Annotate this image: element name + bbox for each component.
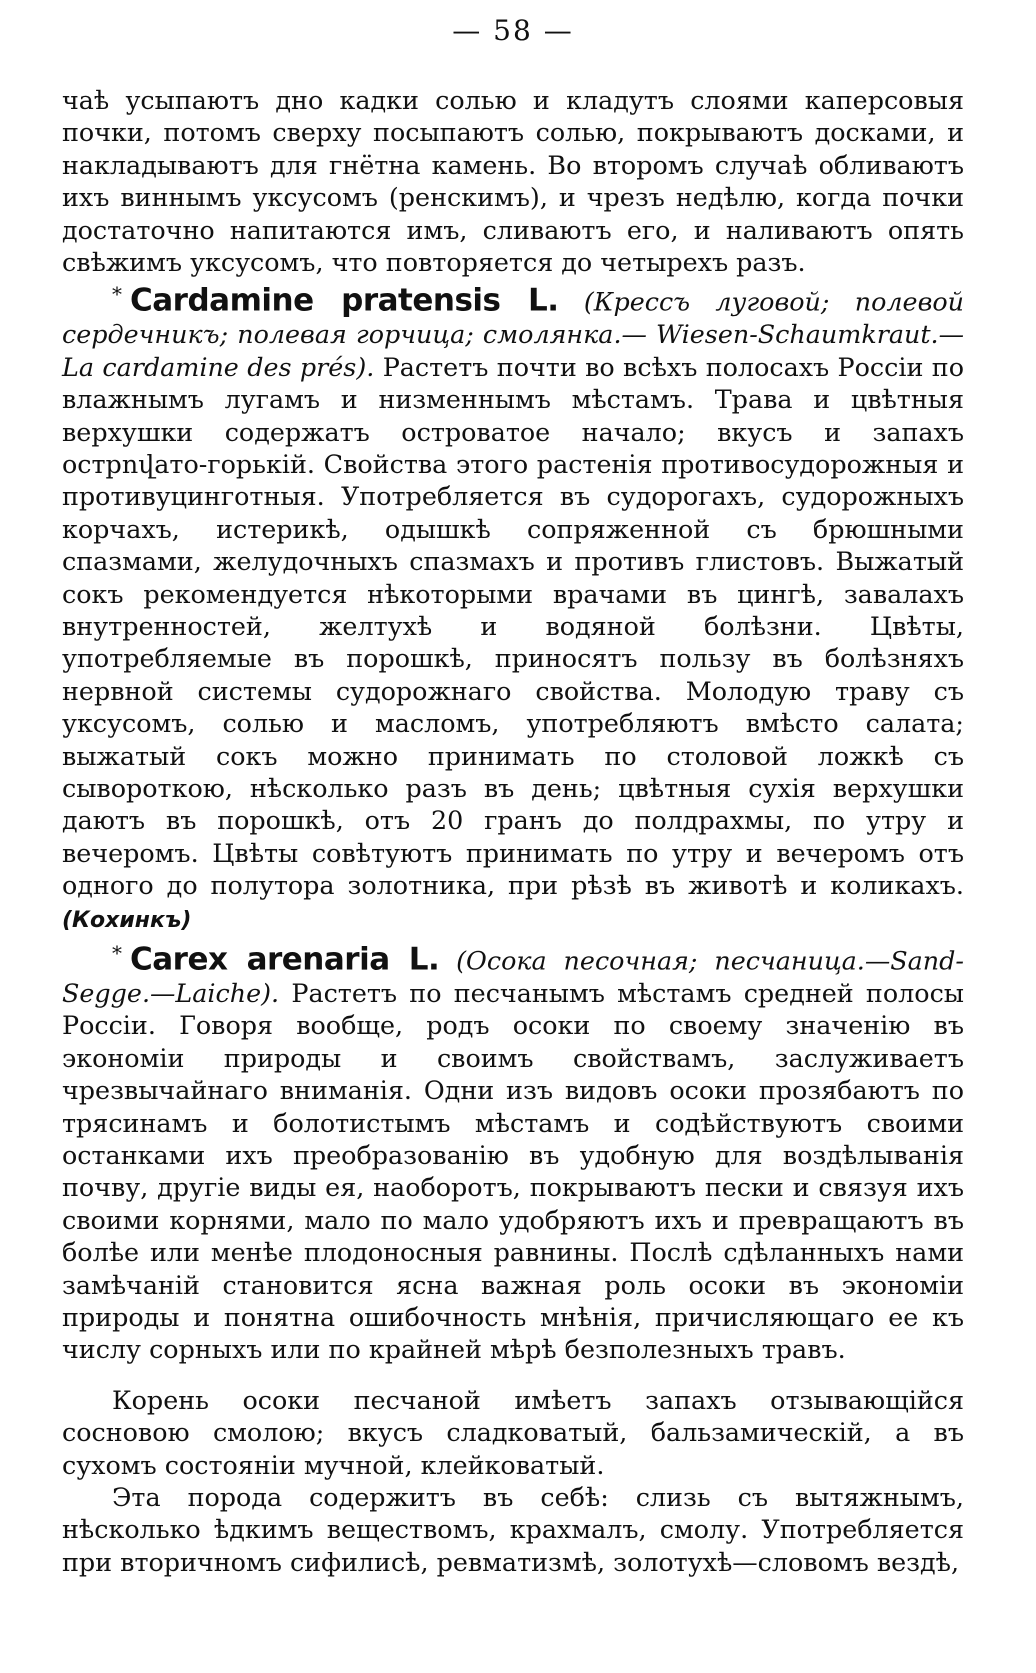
page-number: — 58 —: [452, 14, 574, 47]
star-mark: *: [112, 282, 122, 307]
paragraph-composition: Эта порода содержитъ въ себѣ: слизь съ вытяжнымъ, нѣсколько ѣдкимъ веществомъ, крахмалъ, смолу. Употребляется при вторичномъ сифилисѣ, ревматизмѣ, золотухѣ—словомъ вездѣ,: [62, 1482, 964, 1577]
paragraph-root: Корень осоки песчаной имѣетъ запахъ отзывающійся сосновою смолою; вкусъ сладковатый, бальзамическій, а въ сухомъ состояніи мучной, клейковатый.: [62, 1384, 964, 1480]
star-mark: *: [112, 941, 122, 966]
paragraph-capers: чаѣ усыпаютъ дно кадки солью и кладутъ слоями каперсовыя почки, потомъ сверху посыпаютъ солью, покрываютъ досками, и накладываютъ для гнётна камень. Во второмъ случаѣ обливаютъ ихъ виннымъ уксусомъ (ренскимъ), и чрезъ недѣлю, когда почки достаточно напитаются имъ, сливаютъ его, и наливаютъ опять свѣжимъ уксусомъ, что повторяется до четырехъ разъ.: [62, 85, 964, 278]
entry-body-cardamine: Растетъ почти во всѣхъ полосахъ Россіи по влажнымъ лугамъ и низменнымъ мѣстамъ. Трава и цвѣтныя верхушки содержатъ островатое начало; вкусъ и запахъ острովато-горькій. Свойства этого растенія противосудорожныя и противуцинготныя. Употребляется въ судорогахъ, судорожныхъ корчахъ, истерикѣ, одышкѣ сопряженной съ брюшными спазмами, желудочныхъ спазмахъ и противъ глистовъ. Выжатый сокъ рекомендуется нѣкоторыми врачами въ цингѣ, завалахъ внутренностей, желтухѣ и водяной болѣзни. Цвѣты, употребляемые въ порошкѣ, приносятъ пользу въ болѣзняхъ нервной системы судорожнаго свойства. Молодую траву съ уксусомъ, солью и масломъ, употребляютъ вмѣсто салата; выжатый сокъ можно принимать по столовой ложкѣ съ сывороткою, нѣсколько разъ въ день; цвѣтныя сухія верхушки даютъ въ порошкѣ, отъ 20 гранъ до полдрахмы, по утру и вечеромъ. Цвѣты совѣтуютъ принимать по утру и вечеромъ отъ одного до полутора золотника, при рѣзѣ въ животѣ и коликахъ.: [62, 351, 964, 901]
entry-title-carex: Carex arenaria L.: [130, 941, 440, 978]
entry-synonyms-cardamine: (Крессъ луговой; полевой сердечникъ; полевая горчица; смолянка.— Wiesen-Schaumkraut.—La cardamine des prés).: [62, 286, 965, 382]
entry-title-cardamine: Cardamine pratensis L.: [130, 282, 559, 319]
entry-carex: [62, 937, 964, 1366]
entry-body-carex: Растетъ по песчанымъ мѣстамъ средней полосы Россіи. Говоря вообще, родъ осоки по своему значенію въ экономіи природы и своимъ свойствамъ, заслуживаетъ чрезвычайнаго вниманія. Одни изъ видовъ осоки прозябаютъ по трясинамъ и болотистымъ мѣстамъ и содѣйствуютъ своими останками ихъ преобразованію въ удобную для воздѣлыванія почву, другіе виды ея, наоборотъ, покрываютъ пески и связуя ихъ своими корнями, мало по мало удобряютъ ихъ и превращаютъ въ болѣе или менѣе плодоносныя равнины. Послѣ сдѣланныхъ нами замѣчаній становится ясна важная роль осоки въ экономіи природы и понятна ошибочность мнѣнія, причисляющаго ее къ числу сорныхъ или по крайней мѣрѣ безполезныхъ травъ.: [62, 977, 964, 1365]
entry-synonyms-carex: (Осока песочная; песчаница.—Sand-Segge.—Laiche).: [62, 945, 964, 1008]
handwritten-note: (Кохинкъ): [62, 907, 192, 933]
entry-cardamine: [62, 278, 964, 937]
page-text: [62, 84, 964, 1578]
